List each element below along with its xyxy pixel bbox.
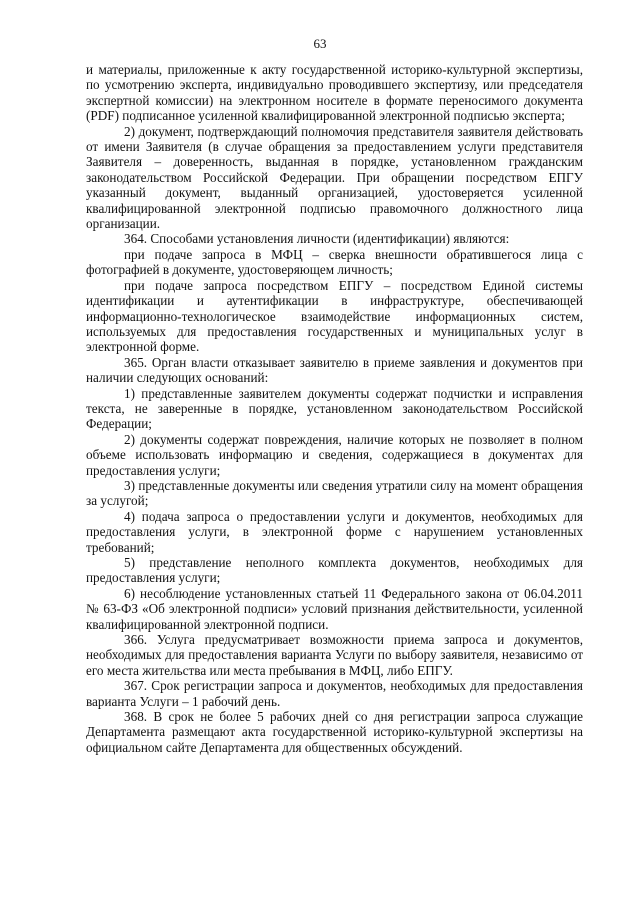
paragraph: 4) подача запроса о предоставлении услуги и документов, необходимых для предоставления услуги, в электронной форме с нарушением установленных требований; (86, 508, 583, 555)
paragraph: 3) представленные документы или сведения утратили силу на момент обращения за услугой; (86, 477, 583, 509)
paragraph: при подаче запроса в МФЦ – сверка внешности обратившегося лица с фотографией в документе, удостоверяющем личность; (86, 246, 583, 278)
paragraph: 366. Услуга предусматривает возможности приема запроса и документов, необходимых для предоставления варианта Услуги по выбору заявителя, независимо от его места жительства или места пребывания в МФЦ, либо ЕПГУ. (86, 632, 583, 678)
paragraph: 6) несоблюдение установленных статьей 11 Федерального закона от 06.04.2011 № 63-ФЗ «Об электронной подписи» условий признания действительности, усиленной квалифицированной электронной подписи. (86, 585, 583, 632)
paragraph: 2) документы содержат повреждения, наличие которых не позволяет в полном объеме использовать информацию и сведения, содержащиеся в документах для предоставления услуги; (86, 431, 583, 478)
paragraph: 5) представление неполного комплекта документов, необходимых для предоставления услуги; (86, 555, 583, 586)
paragraph: при подаче запроса посредством ЕПГУ – посредством Единой системы идентификации и аутентификации в инфраструктуре, обеспечивающей информационно-технологическое взаимодействие информационных систем, используемых для предоставления государственных и муниципальных услуг в электронной форме. (86, 277, 583, 355)
page-number: 63 (313, 36, 327, 51)
paragraph: и материалы, приложенные к акту государственной историко-культурной экспертизы, по усмотрению эксперта, индивидуально проводившего экспертизу, или председателя экспертной комиссии) на электронном носителе в формате переносимого документа (PDF) подписанное усиленной квалифицированной электронной подписью эксперта; (86, 62, 583, 124)
paragraph: 365. Орган власти отказывает заявителю в приеме заявления и документов при наличии следующих оснований: (86, 354, 583, 386)
paragraph: 368. В срок не более 5 рабочих дней со дня регистрации запроса служащие Департамента размещают акта государственной историко-культурной экспертизы на официальном сайте Департамента для общественных обсуждений. (86, 709, 583, 755)
paragraph: 367. Срок регистрации запроса и документов, необходимых для предоставления варианта Услуги – 1 рабочий день. (86, 678, 583, 709)
paragraph: 2) документ, подтверждающий полномочия представителя заявителя действовать от имени Заявителя (в случае обращения за предоставлением услуги представителя Заявителя – доверенность, выданная в порядке, установленном гражданским законодательством Российской Федерации. При обращении посредством ЕПГУ указанный документ, выданный организацией, удостоверяется усиленной квалифицированной электронной подписью правомочного должностного лица организации. (86, 123, 583, 232)
paragraph: 1) представленные заявителем документы содержат подчистки и исправления текста, не заверенные в порядке, установленном законодательством Российской Федерации; (86, 385, 583, 432)
document-body (86, 62, 583, 755)
paragraph: 364. Способами установления личности (идентификации) являются: (124, 231, 510, 247)
